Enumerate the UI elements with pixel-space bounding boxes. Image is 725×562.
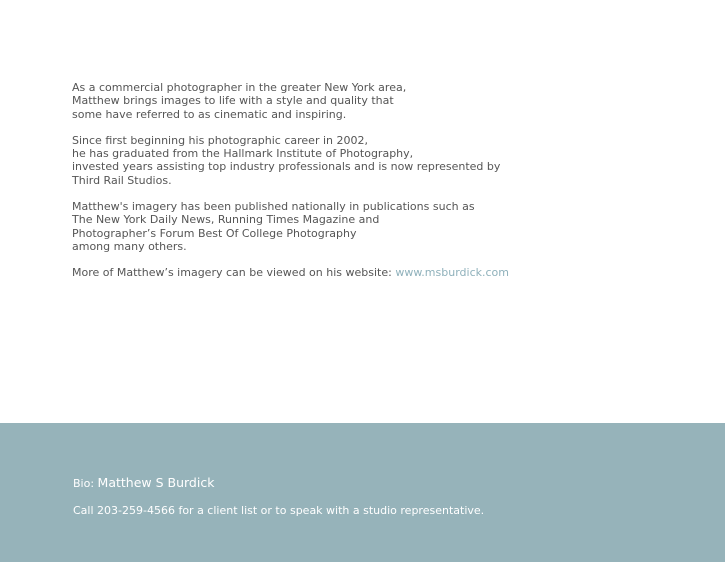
- bio-line: The New York Daily News, Running Times Magazine and: [72, 213, 380, 227]
- footer-call-text: Call 203-259-4566 for a client list or to speak with a studio representative.: [73, 504, 485, 517]
- bio-line: Matthew's imagery has been published nationally in publications such as: [72, 200, 475, 214]
- footer-bio-title: [73, 475, 214, 490]
- bio-line: As a commercial photographer in the greater New York area,: [72, 81, 407, 94]
- bio-line: among many others.: [72, 239, 187, 253]
- footer-bio-name: Matthew S Burdick: [97, 475, 215, 490]
- bio-content: [72, 81, 672, 293]
- bio-paragraph: [72, 134, 672, 187]
- bio-line: Third Rail Studios.: [72, 173, 172, 187]
- footer-bio-label: Bio:: [73, 477, 98, 490]
- bio-line: invested years assisting top industry professionals and is now represented by: [72, 160, 501, 174]
- bio-line: some have referred to as cinematic and inspiring.: [72, 107, 347, 121]
- bio-line: Since first beginning his photographic career in 2002,: [72, 133, 368, 147]
- bio-line: Matthew brings images to life with a style and quality that: [72, 94, 394, 108]
- bio-paragraph: [72, 81, 672, 121]
- website-link[interactable]: www.msburdick.com: [395, 266, 509, 280]
- website-text: More of Matthew’s imagery can be viewed on his website:: [72, 266, 396, 280]
- footer: [0, 423, 725, 562]
- website-line: [72, 266, 672, 279]
- bio-line: he has graduated from the Hallmark Institute of Photography,: [72, 147, 414, 161]
- bio-paragraph: [72, 200, 672, 253]
- bio-line: Photographer’s Forum Best Of College Photography: [72, 226, 357, 240]
- website-paragraph: [72, 266, 672, 279]
